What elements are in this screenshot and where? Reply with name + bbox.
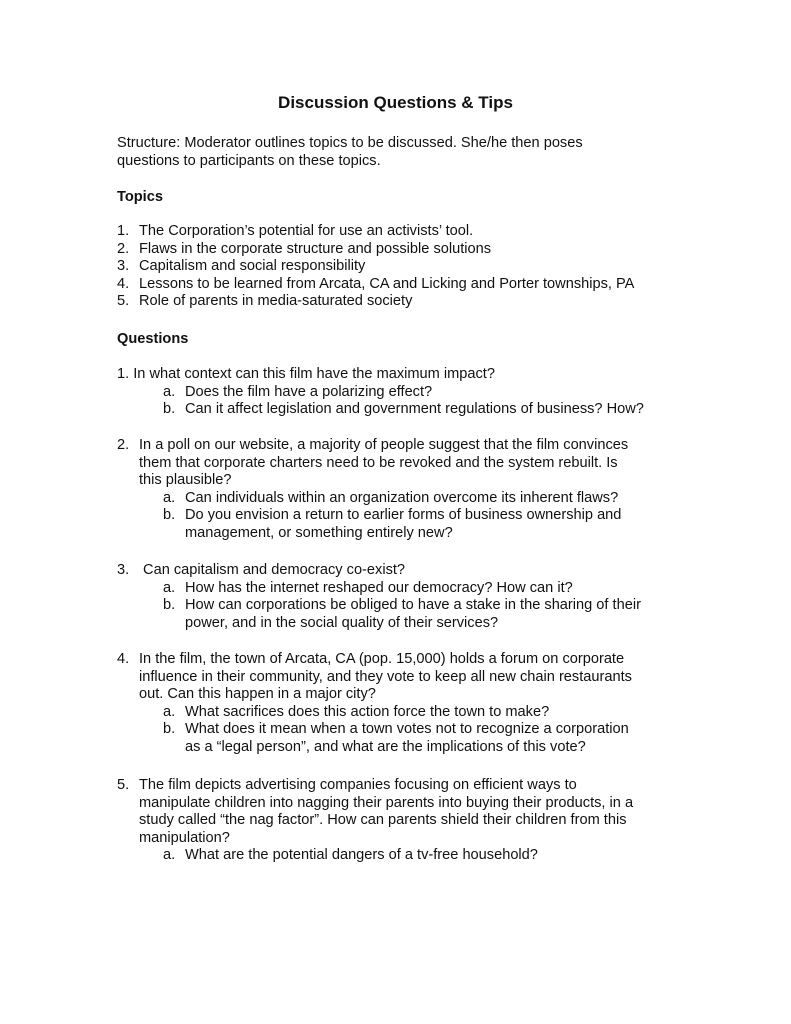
question-lead xyxy=(117,777,697,847)
sub-letter: b. xyxy=(163,401,176,417)
question-number: 2. xyxy=(117,437,130,453)
question-5 xyxy=(117,777,697,865)
list-item xyxy=(117,276,697,294)
sub-question-text: Can it affect legislation and government regulations of business? How? xyxy=(185,401,644,417)
question-number: 3. xyxy=(117,562,130,578)
sub-letter: b. xyxy=(163,597,176,613)
sub-question xyxy=(117,580,697,598)
list-number: 5. xyxy=(117,293,130,309)
list-item-text: Lessons to be learned from Arcata, CA and Licking and Porter townships, PA xyxy=(139,275,635,292)
sub-question xyxy=(117,401,697,419)
list-number: 1. xyxy=(117,223,130,239)
question-text: 1. In what context can this film have the maximum impact? xyxy=(117,366,495,382)
list-number: 4. xyxy=(117,275,130,292)
sub-letter: b. xyxy=(163,721,176,737)
sub-question-text: What does it mean when a town votes not to recognize a corporation xyxy=(185,721,629,737)
question-lead xyxy=(117,562,697,580)
list-item xyxy=(117,223,697,241)
list-item xyxy=(117,241,697,259)
sub-question-text: What are the potential dangers of a tv-free household? xyxy=(185,847,538,863)
sub-question xyxy=(117,704,697,722)
sub-letter: a. xyxy=(163,703,176,720)
list-item-text: The Corporation’s potential for use an activists’ tool. xyxy=(139,223,474,239)
question-number: 5. xyxy=(117,777,130,793)
question-lead xyxy=(117,651,697,704)
sub-letter: a. xyxy=(163,489,176,506)
sub-question xyxy=(117,507,697,542)
question-number: 4. xyxy=(117,651,130,667)
sub-question-text: How has the internet reshaped our democracy? How can it? xyxy=(185,579,573,596)
list-item-text: Flaws in the corporate structure and possible solutions xyxy=(139,240,492,257)
structure-line: questions to participants on these topics. xyxy=(117,152,381,169)
question-text: The film depicts advertising companies focusing on efficient ways to xyxy=(139,777,577,793)
question-text: study called “the nag factor”. How can parents shield their children from this xyxy=(139,812,627,828)
sub-question xyxy=(117,847,697,865)
question-3 xyxy=(117,562,697,632)
sub-question xyxy=(117,384,697,402)
question-text: influence in their community, and they vote to keep all new chain restaurants xyxy=(139,668,632,685)
question-text: this plausible? xyxy=(139,472,232,488)
sub-letter: b. xyxy=(163,507,176,523)
question-text: out. Can this happen in a major city? xyxy=(139,686,376,702)
list-number: 3. xyxy=(117,258,130,274)
question-4 xyxy=(117,651,697,756)
question-1 xyxy=(117,366,697,419)
question-2 xyxy=(117,437,697,542)
page-title: Discussion Questions & Tips xyxy=(278,93,513,112)
question-text: In a poll on our website, a majority of people suggest that the film convinces xyxy=(139,437,629,453)
sub-question-text: Can individuals within an organization overcome its inherent flaws? xyxy=(185,489,619,506)
question-text: Can capitalism and democracy co-exist? xyxy=(139,562,406,578)
question-text: them that corporate charters need to be revoked and the system rebuilt. Is xyxy=(139,454,618,471)
sub-letter: a. xyxy=(163,579,176,596)
sub-letter: a. xyxy=(163,847,176,863)
list-item xyxy=(117,258,697,276)
sub-question-text: How can corporations be obliged to have a stake in the sharing of their xyxy=(185,597,641,613)
questions-heading: Questions xyxy=(117,331,189,347)
question-text: manipulate children into nagging their parents into buying their products, in a xyxy=(139,794,634,811)
sub-question xyxy=(117,721,697,756)
list-item-text: Capitalism and social responsibility xyxy=(139,258,366,274)
structure-paragraph xyxy=(117,135,697,170)
question-lead xyxy=(117,437,697,490)
sub-question-text: as a “legal person”, and what are the implications of this vote? xyxy=(185,738,586,755)
topics-heading: Topics xyxy=(117,189,163,205)
list-item xyxy=(117,293,697,311)
sub-question xyxy=(117,597,697,632)
sub-question-text: Does the film have a polarizing effect? xyxy=(185,383,433,400)
sub-letter: a. xyxy=(163,383,176,400)
question-text: manipulation? xyxy=(139,829,230,846)
list-item-text: Role of parents in media-saturated society xyxy=(139,293,413,309)
sub-question-text: management, or something entirely new? xyxy=(185,524,453,541)
sub-question-text: power, and in the social quality of their services? xyxy=(185,614,499,631)
sub-question xyxy=(117,490,697,508)
sub-question-text: Do you envision a return to earlier forms of business ownership and xyxy=(185,507,622,523)
structure-line: Structure: Moderator outlines topics to be discussed. She/he then poses xyxy=(117,135,583,151)
topics-list xyxy=(117,223,697,311)
sub-question-text: What sacrifices does this action force the town to make? xyxy=(185,703,550,720)
question-text: In the film, the town of Arcata, CA (pop. 15,000) holds a forum on corporate xyxy=(139,651,625,667)
list-number: 2. xyxy=(117,240,130,257)
